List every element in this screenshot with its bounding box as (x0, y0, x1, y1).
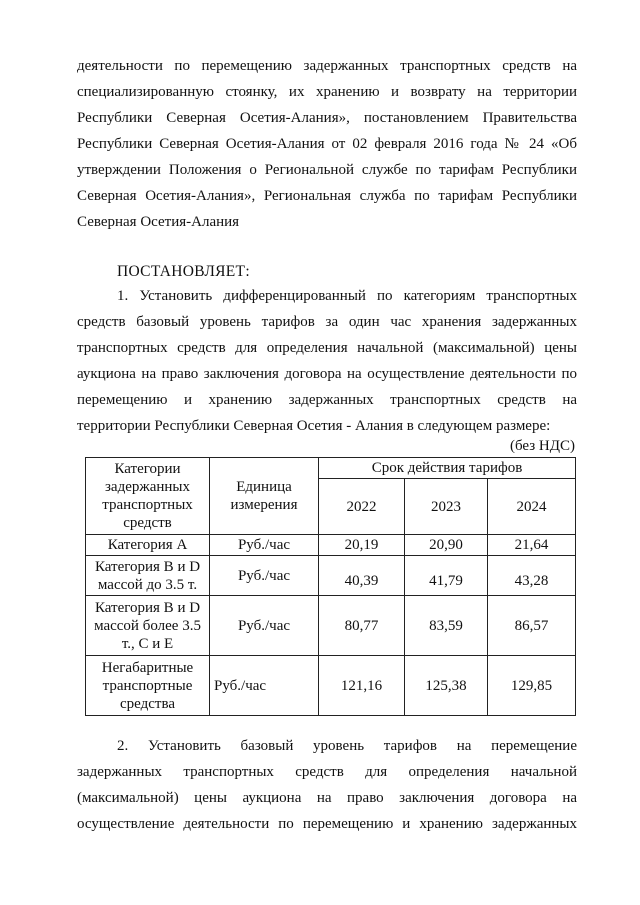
intro-line: Северная Осетия-Алания (77, 214, 240, 230)
row-value: 86,57 (488, 596, 576, 656)
header-year: 2023 (405, 479, 488, 535)
intro-line: Республики Северная Осетия-Алания», постановлением Правительства (77, 110, 577, 126)
row-value: 83,59 (405, 596, 488, 656)
row-unit: Руб./час (210, 596, 319, 656)
table-row (86, 596, 576, 656)
row-value: 40,39 (319, 556, 405, 596)
item1-line: 1. Установить дифференцированный по категориям транспортных (117, 288, 577, 304)
table-row (86, 556, 576, 596)
row-category: Категория А (86, 535, 210, 556)
item1-line: транспортных средств для определения начальной (максимальной) цены (77, 340, 577, 356)
item2-line: осуществление деятельности по перемещению и хранению задержанных (77, 816, 577, 832)
item1-line: перемещению и хранению задержанных транспортных средств на (77, 392, 577, 408)
intro-line: Северная Осетия-Алания», Региональная служба по тарифам Республики (77, 188, 577, 204)
row-value: 121,16 (319, 656, 405, 716)
item1-line: территории Республики Северная Осетия - Алания в следующем размере: (77, 418, 551, 434)
row-value: 41,79 (405, 556, 488, 596)
intro-line: деятельности по перемещению задержанных транспортных средств на (77, 58, 577, 74)
item2-line: 2. Установить базовый уровень тарифов на перемещение (117, 738, 577, 754)
row-unit: Руб./час (210, 535, 319, 556)
table-row (86, 656, 576, 716)
item1-line: аукциона на право заключения договора на осуществление деятельности по (77, 366, 577, 382)
row-value: 129,85 (488, 656, 576, 716)
header-category: Категории задержанных транспортных средств (86, 458, 210, 535)
intro-line: утверждении Положения о Региональной службе по тарифам Республики (77, 162, 577, 178)
row-value: 43,28 (488, 556, 576, 596)
row-value: 21,64 (488, 535, 576, 556)
intro-line: специализированную стоянку, их хранению и возврату на территории (77, 84, 577, 100)
resolution-heading: ПОСТАНОВЛЯЕТ: (117, 263, 250, 280)
row-unit: Руб./час (210, 556, 319, 596)
tariffs-table (85, 457, 576, 716)
item2-line: задержанных транспортных средств для определения начальной (77, 764, 577, 780)
row-value: 20,90 (405, 535, 488, 556)
header-period: Срок действия тарифов (319, 458, 576, 479)
row-category: Категория В и D массой более 3.5 т., С и Е (86, 596, 210, 656)
row-value: 20,19 (319, 535, 405, 556)
row-category: Категория В и D массой до 3.5 т. (86, 556, 210, 596)
header-year: 2022 (319, 479, 405, 535)
vat-note: (без НДС) (509, 438, 575, 454)
header-unit: Единица измерения (210, 458, 319, 535)
item1-line: средств базовый уровень тарифов за один час хранения задержанных (77, 314, 577, 330)
intro-line: Республики Северная Осетия-Алания от 02 февраля 2016 года № 24 «Об (77, 136, 577, 152)
item2-line: (максимальной) цены аукциона на право заключения договора на (77, 790, 577, 806)
row-unit: Руб./час (210, 656, 319, 716)
row-value: 80,77 (319, 596, 405, 656)
row-value: 125,38 (405, 656, 488, 716)
header-year: 2024 (488, 479, 576, 535)
table-row (86, 535, 576, 556)
row-category: Негабаритные транспортные средства (86, 656, 210, 716)
